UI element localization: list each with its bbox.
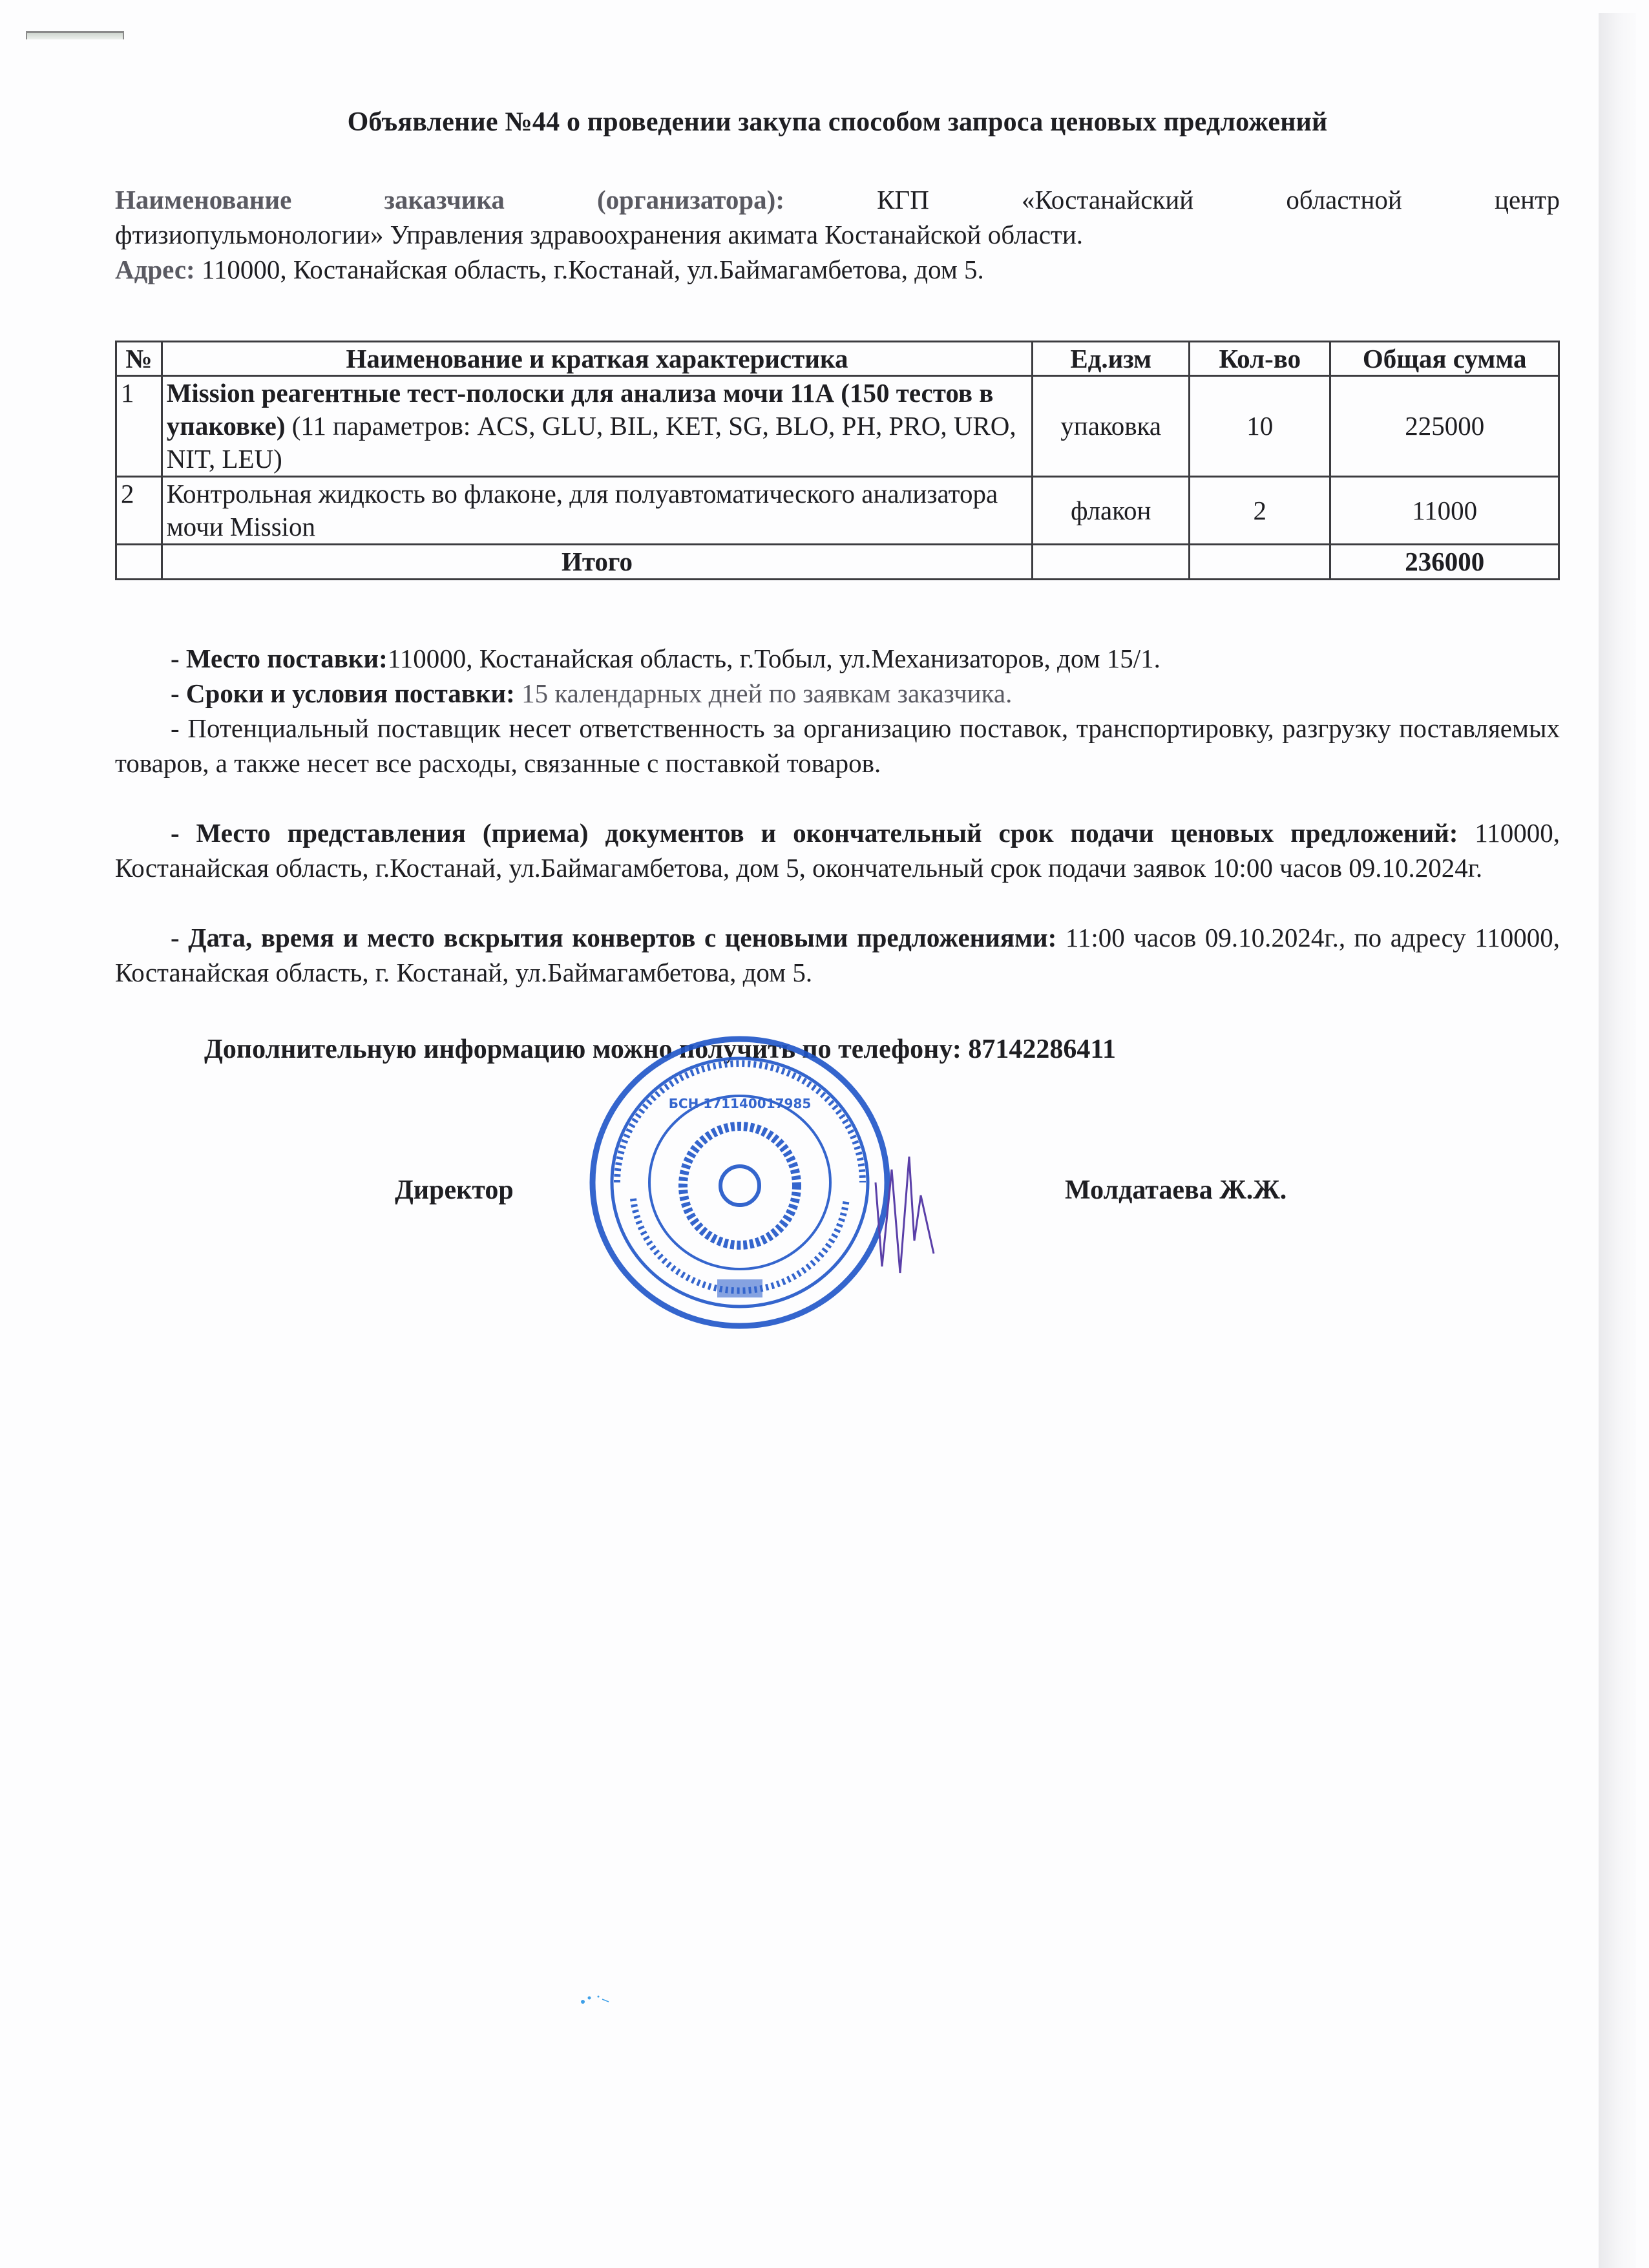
header-total-sum: Общая сумма	[1330, 342, 1559, 376]
supplier-responsibility	[115, 711, 1560, 781]
handwritten-signature	[869, 1144, 940, 1279]
opening-info-value: 11:00 часов 09.10.2024г., по адресу 110000, Костанайская область, г. Костанай, ул.Баймагамбетова, дом 5.	[115, 923, 1560, 987]
contact-phone-line: Дополнительную информацию можно получить по телефону: 87142286411	[204, 1034, 1116, 1064]
row-number: 1	[116, 376, 162, 477]
official-stamp	[572, 1031, 908, 1334]
submission-place	[115, 815, 1560, 885]
stamp-bin: БСН 171140017985	[668, 1096, 812, 1111]
customer-label: Наименование заказчика (организатора):	[115, 185, 784, 215]
ink-specks	[575, 1990, 627, 2010]
delivery-place-value: 110000, Костанайская область, г.Тобыл, ул.Механизаторов, дом 15/1.	[387, 644, 1161, 673]
submission-place-label: - Место представления (приема) документов и окончательный срок подачи ценовых предложений:	[171, 818, 1458, 848]
address-line	[115, 252, 1560, 287]
row-name-rest: Контрольная жидкость во флаконе, для полуавтоматического анализатора мочи Mission	[166, 479, 998, 541]
signer-name: Молдатаева Ж.Ж.	[1065, 1175, 1287, 1205]
delivery-place-label: - Место поставки:	[171, 644, 388, 673]
delivery-terms-label: - Сроки и условия поставки:	[171, 678, 515, 708]
row-quantity: 2	[1190, 477, 1330, 545]
table-total-row	[116, 545, 1559, 580]
scan-artifact	[26, 31, 124, 39]
header-number: №	[116, 342, 162, 376]
customer-line-2	[115, 217, 1560, 252]
signer-position: Директор	[395, 1175, 514, 1205]
delivery-terms-value: 15 календарных дней по заявкам заказчика.	[514, 678, 1013, 708]
delivery-place	[115, 641, 1560, 676]
items-table	[115, 341, 1560, 580]
row-name	[162, 376, 1033, 477]
row-number: 2	[116, 477, 162, 545]
row-sum: 225000	[1330, 376, 1559, 477]
signature-stroke	[876, 1157, 934, 1273]
header-name: Наименование и краткая характеристика	[162, 342, 1033, 376]
document-title: Объявление №44 о проведении закупа способом запроса ценовых предложений	[347, 107, 1328, 137]
header-unit: Ед.изм	[1033, 342, 1190, 376]
row-name-bold: Mission реагентные тест-полоски для анализа мочи 11А (150 тестов в упаковке)	[166, 378, 994, 441]
total-label: Итого	[162, 545, 1033, 580]
table-row	[116, 477, 1559, 545]
delivery-terms	[115, 676, 1560, 711]
row-unit: флакон	[1033, 477, 1190, 545]
customer-value-1: КГП «Костанайский областной центр	[877, 185, 1560, 215]
total-empty-cell	[116, 545, 162, 580]
total-empty-cell	[1190, 545, 1330, 580]
total-empty-cell	[1033, 545, 1190, 580]
address-label: Адрес:	[115, 255, 195, 284]
opening-info-label: - Дата, время и место вскрытия конвертов с ценовыми предложениями:	[171, 923, 1057, 952]
address-value: 110000, Костанайская область, г.Костанай, ул.Баймагамбетова, дом 5.	[201, 255, 984, 284]
row-sum: 11000	[1330, 477, 1559, 545]
stamp-hatch	[717, 1279, 762, 1297]
customer-line	[115, 182, 1560, 217]
total-sum: 236000	[1330, 545, 1559, 580]
table-row	[116, 376, 1559, 477]
page-edge-shadow	[1599, 13, 1636, 2268]
row-quantity: 10	[1190, 376, 1330, 477]
row-unit: упаковка	[1033, 376, 1190, 477]
customer-value-2: фтизиопульмонологии» Управления здравоохранения акимата Костанайской области.	[115, 220, 1084, 249]
row-name	[162, 477, 1033, 545]
opening-info	[115, 920, 1560, 990]
header-quantity: Кол-во	[1190, 342, 1330, 376]
submission-place-value: 110000, Костанайская область, г.Костанай, ул.Баймагамбетова, дом 5, окончательный срок подачи заявок 10:00 часов 09.10.2024г.	[115, 818, 1560, 883]
stamp-emblem-center	[720, 1166, 759, 1205]
stamp-emblem	[683, 1126, 797, 1245]
supplier-responsibility-text: - Потенциальный поставщик несет ответственность за организацию поставок, транспортировку, разгрузку поставляемых товаров, а также несет все расходы, связанные с поставкой товаров.	[115, 713, 1560, 778]
row-name-rest: (11 параметров: ACS, GLU, BIL, KET, SG, BLO, PH, PRO, URO, NIT, LEU)	[166, 411, 1016, 474]
table-header-row	[116, 342, 1559, 376]
